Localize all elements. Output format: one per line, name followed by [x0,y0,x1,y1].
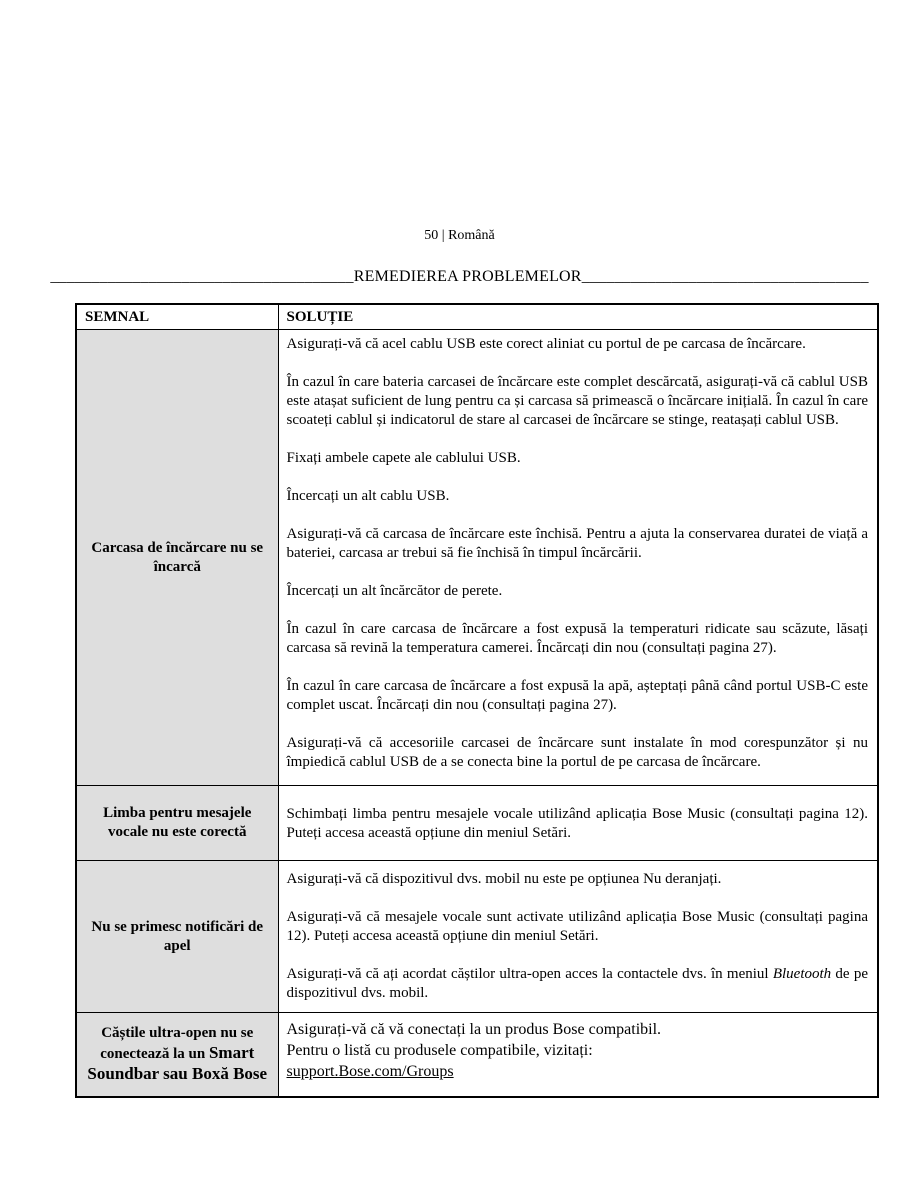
solution-paragraph: Asigurați-vă că acel cablu USB este corect aliniat cu portul de pe carcasa de încărcare. [286,336,806,352]
title-left-rule: _____________________________________ [50,268,354,285]
solution-paragraph: Asigurați-vă că carcasa de încărcare este închisă. Pentru a ajuta la conservarea duratei de viață a bateriei, carcasa ar trebui să fie închisă în timpul încărcării. [286,526,868,561]
solution-paragraph: În cazul în care carcasa de încărcare a fost expusă la temperaturi ridicate sau scăzute, lăsați carcasa să revină la temperatura camerei. Încărcați din nou (consultați pagina 27). [286,621,868,656]
solution-paragraph: Asigurați-vă că dispozitivul dvs. mobil nu este pe opțiunea Nu deranjați. [286,871,722,887]
solution-paragraph: Încercați un alt încărcător de perete. [286,583,503,599]
signal-text: Căștile ultra-open nu se conectează la un [100,1024,254,1062]
solution-paragraph: Asigurați-vă că vă conectați la un produs Bose compatibil. [286,1021,662,1038]
solution-cell-voice-language [278,786,878,861]
signal-cell-earbuds-connection [76,1013,278,1097]
support-link[interactable]: support.Bose.com/Groups [286,1063,454,1080]
solution-paragraph: Asigurați-vă că mesajele vocale sunt activate utilizând aplicația Bose Music (consultați pagina 12). Puteți accesa această opțiune din meniul Setări. [286,909,868,944]
solution-paragraph: Pentru o listă cu produsele compatibile, vizitați: [286,1042,593,1059]
solution-cell-earbuds-connection [278,1013,878,1097]
table-row-charging-case [76,330,878,786]
solution-text: Asigurați-vă că ați acordat căștilor ultra-open acces la contactele dvs. în meniul [286,966,773,982]
table-header-row [76,304,878,330]
signal-cell-call-notifications: Nu se primesc notificări de apel [76,861,278,1013]
solution-paragraph: Schimbați limba pentru mesajele vocale utilizând aplicația Bose Music (consultați pagina 12). Puteți accesa această opțiune din meniul Setări. [286,805,868,841]
solution-cell-charging-case [278,330,878,786]
signal-text-emphasis: Smart Soundbar sau Boxă Bose [87,1042,268,1083]
bluetooth-italic-text: Bluetooth [772,966,832,982]
page-number: 50 | Română [424,228,495,243]
solution-paragraph: Fixați ambele capete ale cablului USB. [286,450,521,466]
column-header-semnal: SEMNAL [76,304,278,330]
troubleshooting-table [75,303,879,1098]
solution-cell-call-notifications [278,861,878,1013]
section-title [0,268,919,286]
solution-paragraph [287,965,869,1003]
solution-paragraph [287,1061,869,1082]
table-row-voice-language [76,786,878,861]
section-title-text: REMEDIEREA PROBLEMELOR [353,268,582,285]
signal-cell-charging-case: Carcasa de încărcare nu se încarcă [76,330,278,786]
column-header-solutie: SOLUȚIE [278,304,878,330]
signal-cell-voice-language: Limba pentru mesajele vocale nu este corectă [76,786,278,861]
solution-text: de pe dispozitivul dvs. mobil. [286,966,868,1001]
solution-paragraph: Asigurați-vă că accesoriile carcasei de încărcare sunt instalate în mod corespunzător și nu împiedică cablul USB de a se conecta bine la portul de pe carcasa de încărcare. [286,735,868,770]
table-row-earbuds-connection [76,1013,878,1097]
solution-paragraph: În cazul în care carcasa de încărcare a fost expusă la apă, așteptați până când portul USB-C este complet uscat. Încărcați din nou (consultați pagina 27). [286,678,868,713]
title-right-rule: ___________________________________ [581,268,869,285]
table-row-call-notifications [76,861,878,1013]
solution-paragraph: În cazul în care bateria carcasei de încărcare este complet descărcată, asigurați-vă că cablul USB este atașat suficient de lung pentru ca și carcasa să primească o încărcare inițială. În cazul în care scoateți cablul și indicatorul de stare al carcasei de încărcare se stinge, reatașați cablul USB. [286,374,868,428]
solution-paragraph: Încercați un alt cablu USB. [286,488,450,504]
